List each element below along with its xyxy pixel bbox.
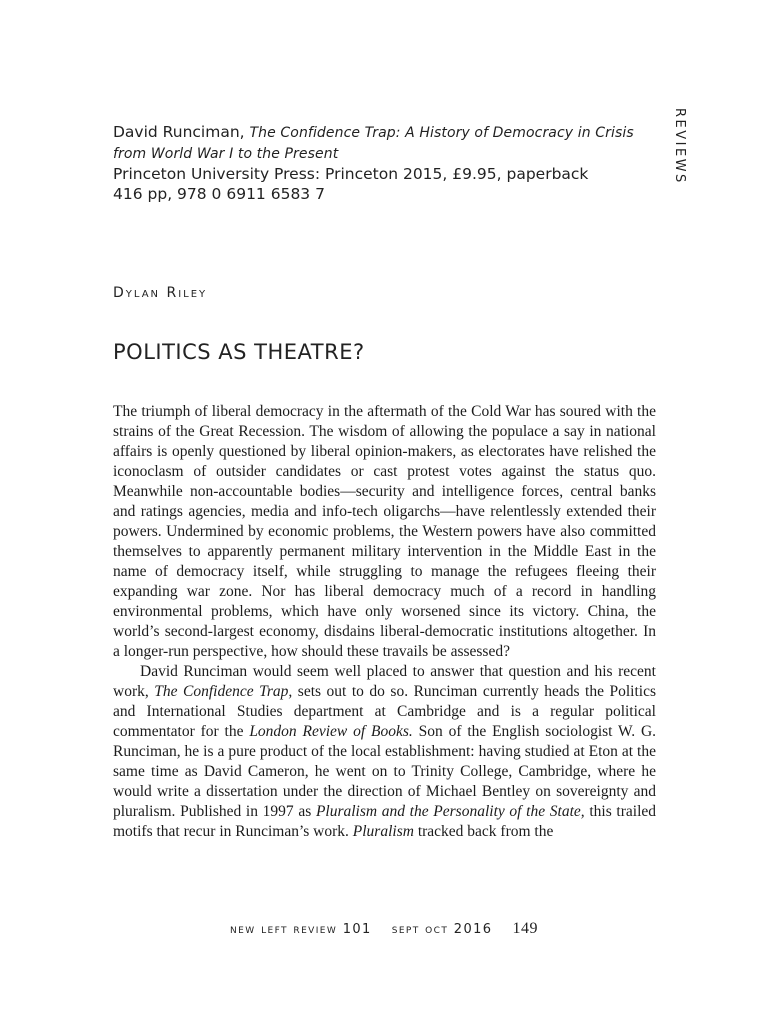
article-body bbox=[113, 402, 656, 842]
page-number: 149 bbox=[512, 920, 538, 937]
review-author: Dylan Riley bbox=[113, 285, 208, 301]
book-title-pluralism: Pluralism bbox=[352, 823, 414, 840]
citation-line-1 bbox=[113, 122, 653, 143]
citation-publisher: Princeton University Press: Princeton 2015, £9.95, paperback bbox=[113, 165, 589, 183]
footer-journal: new left review 101 bbox=[230, 922, 372, 937]
citation-author: David Runciman, bbox=[113, 123, 245, 141]
citation-book-subtitle: from World War I to the Present bbox=[113, 146, 339, 162]
paragraph-1: The triumph of liberal democracy in the aftermath of the Cold War has soured with the strains of the Great Recession. The wisdom of allowing the populace a say in national affairs is openly questioned by liberal opinion-makers, as electorates have relished the iconoclasm of outsider candidates or cast protest votes against the status quo. Meanwhile non-accountable bodies—security and intelligence forces, central banks and ratings agencies, media and info-tech oligarchs—have relentlessly extended their powers. Undermined by economic problems, the Western powers have also committed themselves to apparently permanent military intervention in the Middle East in the name of democracy itself, while struggling to manage the refugees fleeing their expanding war zone. Nor has liberal democracy much of a record in handling environmental problems, which have only worsened since its victory. China, the world’s second-largest economy, disdains liberal-democratic institutions altogether. In a longer-run perspective, how should these travails be assessed? bbox=[113, 403, 656, 660]
page-footer bbox=[0, 920, 768, 938]
paragraph-2-text-5: tracked back from the bbox=[417, 823, 554, 840]
book-citation bbox=[113, 122, 653, 204]
paragraph-2-text-4: this trailed motifs that recur in Runciman’s work. bbox=[113, 803, 657, 840]
book-title-pluralism-personality: Pluralism and the Personality of the State, bbox=[315, 803, 585, 820]
citation-pages-isbn: 416 pp, 978 0 6911 6583 7 bbox=[113, 185, 325, 203]
citation-book-title: The Confidence Trap: A History of Democracy in Crisis bbox=[249, 125, 634, 141]
section-tab-reviews: REVIEWS bbox=[672, 108, 687, 185]
paragraph-2-text-1: David Runciman would seem well placed to answer that question and his recent work, bbox=[113, 663, 656, 700]
book-title-confidence-trap: The Confidence Trap, bbox=[154, 683, 293, 700]
paragraph-2 bbox=[113, 662, 656, 842]
paragraph-2-text-2: sets out to do so. Runciman currently heads the Politics and International Studies department at Cambridge and is a regular political commentator for the bbox=[113, 683, 657, 740]
paragraph-2-text-3: Son of the English sociologist W. G. Runciman, he is a pure product of the local establishment: having studied at Eton at the same time as David Cameron, he went on to Trinity College, Cambridge, where he would write a dissertation under the direction of Michael Bentley on sovereignty and pluralism. Published in 1997 as bbox=[113, 723, 657, 820]
article-title: POLITICS AS THEATRE? bbox=[113, 340, 365, 364]
journal-title-lrb: London Review of Books. bbox=[249, 723, 413, 740]
footer-issue: sept oct 2016 bbox=[391, 922, 493, 937]
citation-line-2 bbox=[113, 143, 653, 164]
